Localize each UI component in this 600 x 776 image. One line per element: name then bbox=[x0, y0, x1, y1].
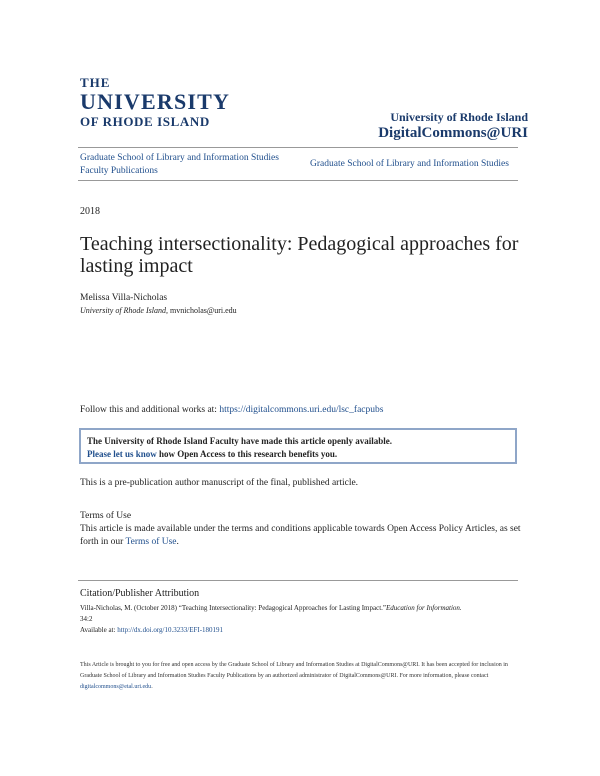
citation-journal: Education for Information. bbox=[386, 604, 462, 612]
doi-link[interactable]: http://dx.doi.org/10.3233/EFI-180191 bbox=[117, 626, 224, 634]
terms-of-use-link[interactable]: Terms of Use bbox=[125, 537, 177, 547]
collection-url-link[interactable]: https://digitalcommons.uri.edu/lsc_facpubs bbox=[219, 405, 384, 415]
citation-available-prefix: Available at: bbox=[80, 626, 118, 634]
feedback-link[interactable]: Please let us know bbox=[87, 449, 157, 459]
citation-body: Villa-Nicholas, M. (October 2018) “Teaching Intersectionality: Pedagogical Approaches for Lasting Impact.” bbox=[80, 604, 387, 612]
collections-divider bbox=[78, 180, 518, 181]
prepub-note: This is a pre-publication author manuscript of the final, published article. bbox=[80, 478, 359, 488]
digitalcommons-name: DigitalCommons@URI bbox=[378, 125, 528, 141]
logo-line-rhode-island: OF RHODE ISLAND bbox=[80, 114, 210, 129]
citation-text bbox=[80, 603, 530, 636]
follow-works bbox=[80, 405, 383, 415]
footer-notice bbox=[80, 660, 530, 693]
logo-line-university: UNIVERSITY bbox=[80, 89, 231, 114]
terms-text bbox=[80, 523, 530, 549]
author-email: mvnicholas@uri.edu bbox=[169, 306, 237, 315]
digitalcommons-university: University of Rhode Island bbox=[390, 110, 528, 124]
oa-feedback-line bbox=[87, 448, 509, 461]
collection-links bbox=[80, 152, 279, 178]
collection-link-gslis[interactable]: Graduate School of Library and Information Studies bbox=[310, 159, 509, 169]
affiliation-name: University of Rhode Island bbox=[80, 306, 166, 315]
publication-year: 2018 bbox=[80, 206, 100, 217]
citation-heading: Citation/Publisher Attribution bbox=[80, 588, 200, 599]
terms-end: . bbox=[176, 537, 179, 547]
terms-heading: Terms of Use bbox=[80, 511, 132, 521]
citation-volume: 34:2 bbox=[80, 615, 93, 623]
logo-line-the: THE bbox=[80, 75, 111, 90]
oa-feedback-text: how Open Access to this research benefits you. bbox=[156, 449, 338, 459]
follow-prefix: Follow this and additional works at: bbox=[80, 405, 220, 415]
author-affiliation: University of Rhode Island, mvnicholas@uri.edu bbox=[80, 306, 237, 315]
open-access-box bbox=[79, 428, 517, 464]
footer-end: . bbox=[151, 684, 153, 690]
footer-text: This Article is brought to you for free and open access by the Graduate School of Library and Information Studies at DigitalCommons@URI. It has been accepted for inclusion in Graduate School of Library and Information Studies Faculty Publications by an authorized administrator of DigitalCommons@URI. For more information, please contact bbox=[80, 662, 508, 679]
citation-divider bbox=[78, 580, 518, 581]
top-divider bbox=[78, 147, 518, 148]
contact-email-link[interactable]: digitalcommons@etal.uri.edu bbox=[80, 684, 152, 690]
terms-body: This article is made available under the terms and conditions applicable towards Open Access Policy Articles, as set forth in our bbox=[80, 524, 521, 547]
author-name: Melissa Villa-Nicholas bbox=[80, 293, 168, 303]
oa-statement: The University of Rhode Island Faculty have made this article openly available. bbox=[87, 436, 393, 446]
digitalcommons-branding[interactable] bbox=[378, 110, 528, 142]
collection-link-faculty-pubs[interactable]: Graduate School of Library and Information Studies Faculty Publications bbox=[80, 153, 279, 176]
article-title: Teaching intersectionality: Pedagogical approaches for lasting impact bbox=[80, 233, 519, 277]
uri-logo[interactable] bbox=[80, 76, 230, 130]
